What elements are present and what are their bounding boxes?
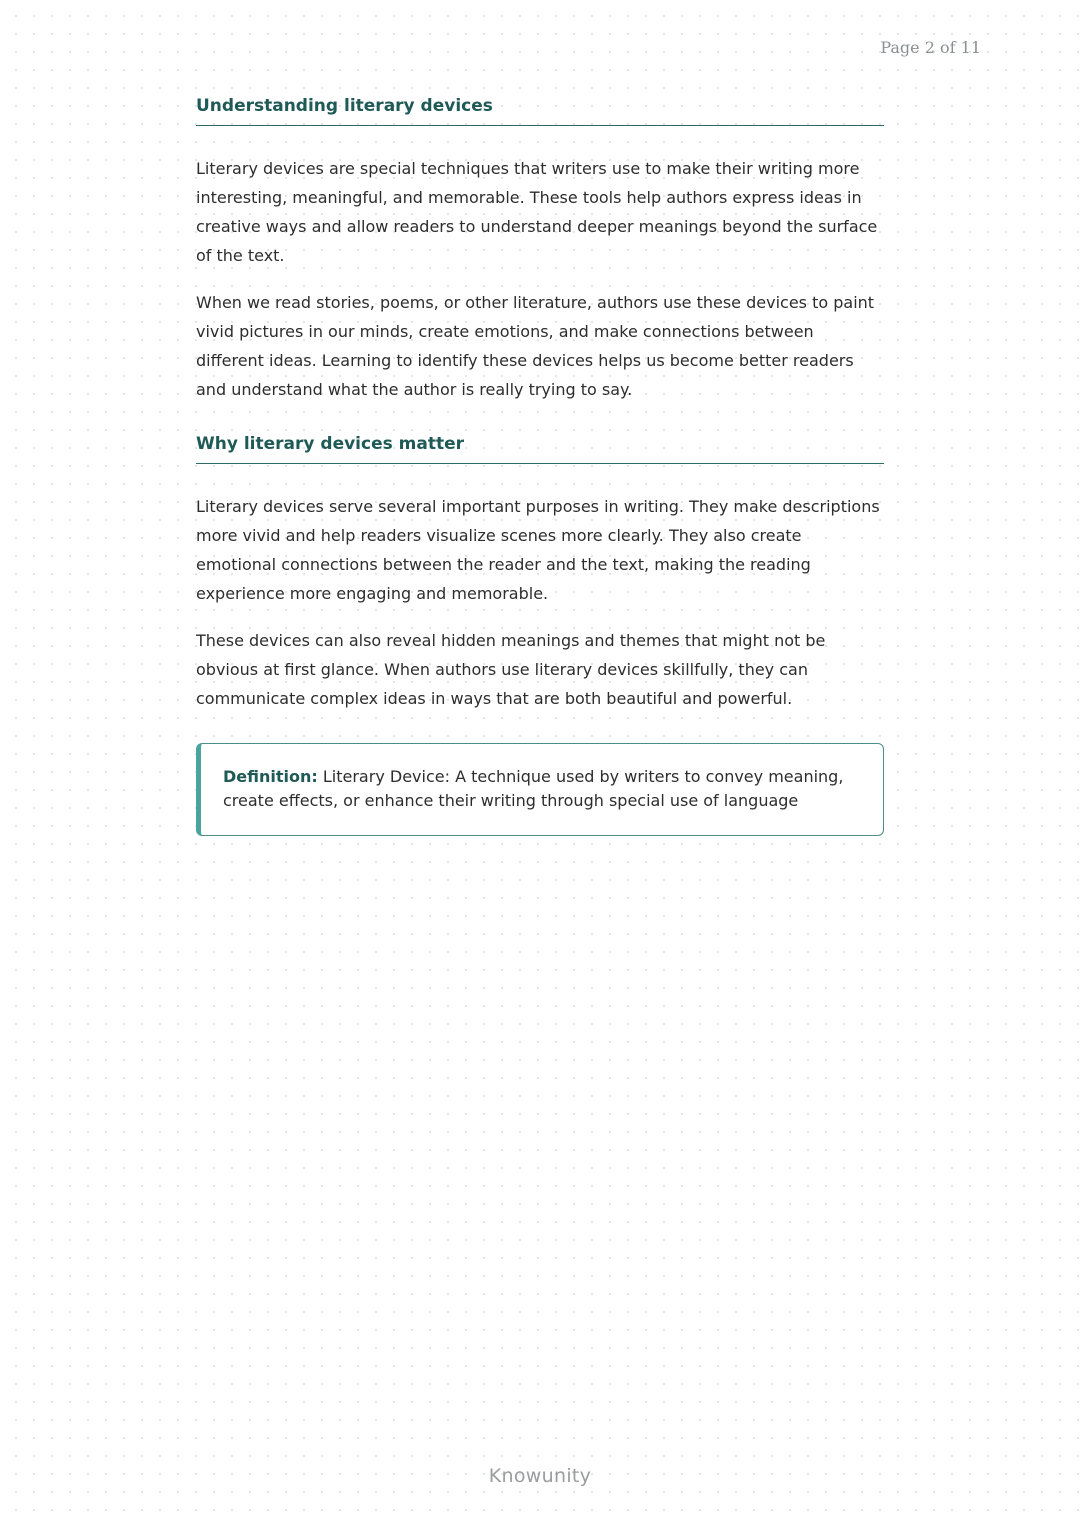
paragraph: Literary devices are special techniques that writers use to make their writing more interesting, meaningful, and memorable. These tools help authors express ideas in creative ways and allow readers to understand deeper meanings beyond the surface of the text. [196,159,878,265]
footer-brand-logo: Knowunity [488,1465,592,1487]
section-heading: Understanding literary devices [196,96,884,126]
section-heading: Why literary devices matter [196,434,884,464]
section-understanding-literary-devices [196,96,884,404]
definition-text [223,765,859,813]
paragraph: When we read stories, poems, or other literature, authors use these devices to paint vivid pictures in our minds, create emotions, and make connections between different ideas. Learning to identify these devices helps us become better readers and understand what the author is really trying to say. [196,293,875,399]
page-number: Page 2 of 11 [880,38,981,57]
document-content [196,96,884,836]
paragraph: These devices can also reveal hidden meanings and themes that might not be obvious at first glance. When authors use literary devices skillfully, they can communicate complex ideas in ways that are both beautiful and powerful. [196,631,826,708]
definition-label: Definition: [223,767,318,786]
section-why-literary-devices-matter [196,434,884,713]
section-body [196,464,884,713]
definition-body: Literary Device: A technique used by writers to convey meaning, create effects, or enhance their writing through special use of language [223,767,844,810]
definition-callout [196,743,884,836]
paragraph: Literary devices serve several important purposes in writing. They make descriptions more vivid and help readers visualize scenes more clearly. They also create emotional connections between the reader and the text, making the reading experience more engaging and memorable. [196,497,880,603]
section-body [196,126,884,404]
